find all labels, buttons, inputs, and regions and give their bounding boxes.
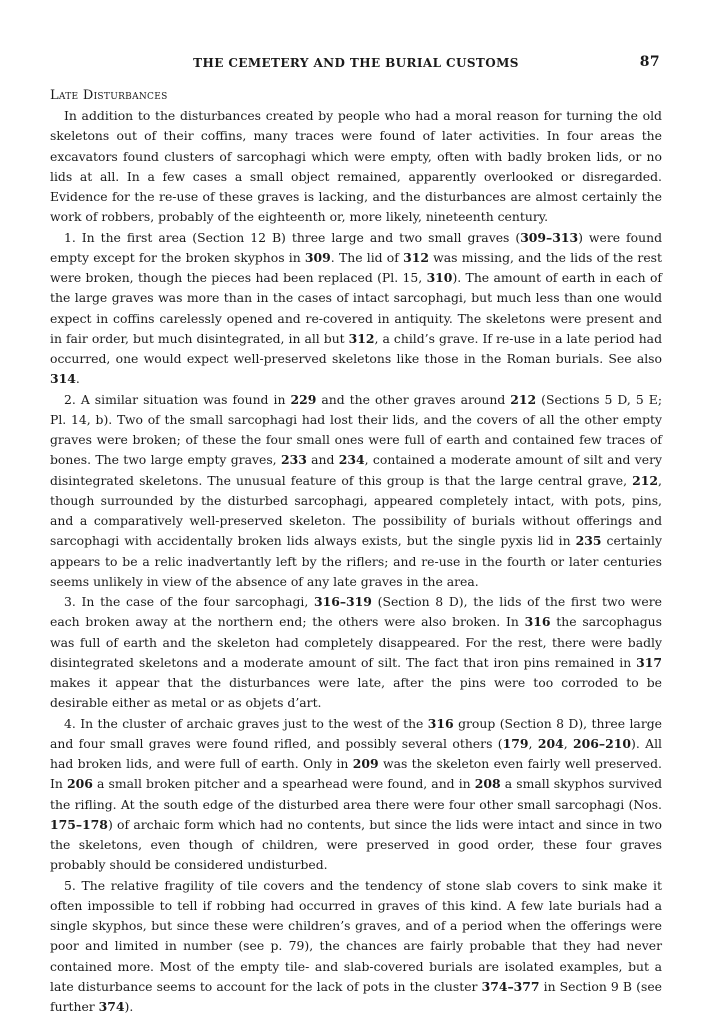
text-run: (Section 8 D), the lids of the first two were each broken away at the northern end; the others were also broken. In — [50, 594, 662, 630]
paragraph-area-5 — [50, 876, 662, 1018]
text-run: (Sections 5 D, 5 E; Pl. 14, b). Two of the small sarcophagi had lost their lids, and the covers of all the other empty graves were broken; of these the four small ones were full of earth and contained few traces of bones. The two large empty graves, — [50, 391, 662, 468]
paragraph-area-4 — [50, 714, 662, 876]
text-run: 2. A similar situation was found in — [64, 391, 291, 407]
grave-number: 179 — [502, 735, 529, 751]
text-run: In addition to the disturbances created by people who had a moral reason for turning the old skeletons out of their coffins, many traces were found of later activities. In four areas the excavators found clusters of sarcophagi which were empty, often with badly broken lids, or no lids at all. In a few cases a small object remained, apparently overlooked or disregarded. Evidence for the re-use of these graves is lacking, and the disturbances are almost certainly the work of robbers, probably of the eighteenth or, more likely, nineteenth century. — [50, 108, 662, 225]
grave-number: 212 — [632, 472, 659, 488]
grave-number: 309 — [304, 249, 331, 265]
text-run: , though surrounded by the disturbed sarcophagi, appeared completely intact, with pots, pins, and a comparatively well-preserved skeleton. The possibility of burials without offerings and sarcophagi with accidentally broken lids always exists, but the single pyxis lid in — [50, 472, 662, 549]
text-run: ). — [124, 999, 134, 1014]
section-heading: Late Disturbances — [50, 88, 168, 103]
text-run: , contained a moderate amount of silt and very disintegrated skeletons. The unusual feature of this group is that the large central grave, — [50, 452, 662, 488]
text-run: 4. In the cluster of archaic graves just to the west of the — [64, 715, 428, 731]
grave-number: 209 — [352, 756, 379, 771]
grave-number: 233 — [280, 452, 307, 468]
grave-number: 208 — [474, 776, 501, 792]
text-run: 3. In the case of the four sarcophagi, — [64, 594, 314, 609]
grave-number: 206–210 — [573, 735, 631, 751]
grave-number: 309–313 — [520, 229, 579, 245]
grave-number: 316 — [524, 614, 551, 630]
grave-number: 374–377 — [481, 978, 540, 994]
text-run: , — [528, 735, 538, 751]
running-title: THE CEMETERY AND THE BURIAL CUSTOMS — [193, 56, 519, 70]
text-run: certainly appears to be a relic inadvertantly left by the riflers; and re-use in the fourth or later centuries seems unlikely in view of the absence of any late graves in the area. — [50, 533, 663, 589]
text-run: . — [75, 371, 80, 387]
text-run: and the other graves around — [316, 391, 511, 407]
text-run: ) of archaic form which had no contents, but since the lids were intact and since in two the skeletons, even though of children, were preserved in good order, these four graves probably should be considered undisturbed. — [50, 816, 662, 873]
grave-number: 316 — [427, 715, 454, 731]
text-run: and — [306, 452, 339, 468]
grave-number: 316–319 — [314, 594, 372, 609]
text-run: . The lid of — [330, 249, 404, 265]
text-run: the sarcophagus was full of earth and the skeleton had completely disappeared. For the rest, there were badly disintegrated skeletons and a moderate amount of silt. The fact that iron pins remained in — [50, 614, 662, 670]
grave-number: 229 — [290, 391, 317, 407]
text-run: group (Section 8 D), three large and four small graves were found rifled, and possibly several others ( — [50, 715, 663, 751]
grave-number: 175–178 — [50, 816, 108, 832]
grave-number: 206 — [67, 776, 93, 792]
grave-number: 314 — [50, 371, 76, 387]
text-run: , — [563, 735, 574, 751]
book-page — [50, 52, 662, 1017]
text-run: a small skyphos survived the rifling. At the south edge of the disturbed area there were four other small sarcophagi (Nos. — [50, 776, 662, 812]
grave-number: 212 — [510, 391, 537, 407]
text-run: was the skeleton even fairly well preserved. In — [50, 756, 662, 792]
text-run: 1. In the first area (Section 12 B) three large and two small graves ( — [64, 229, 521, 245]
text-run: was missing, and the lids of the rest were broken, though the pieces had been replaced (Pl. 15, — [50, 249, 662, 285]
grave-number: 317 — [636, 654, 662, 670]
paragraph-area-2 — [50, 390, 662, 593]
text-run: a small broken pitcher and a spearhead were found, and in — [92, 776, 475, 792]
paragraph-area-1 — [50, 228, 662, 390]
grave-number: 374 — [98, 999, 125, 1014]
running-head — [50, 52, 662, 72]
text-run: ) were found empty except for the broken skyphos in — [50, 229, 662, 265]
text-run: ). The amount of earth in each of the large graves was more than in the cases of intact sarcophagi, but much less than one would expect in coffins carelessly opened and re-covered in antiquity. The skeletons were present and in fair order, but much disintegrated, in all but — [50, 270, 663, 346]
text-run: ). All had broken lids, and were full of earth. Only in — [50, 735, 663, 771]
body-text — [50, 106, 662, 1017]
grave-number: 310 — [426, 270, 453, 285]
text-run: in Section 9 B (see further — [50, 978, 662, 1014]
paragraph-intro — [50, 106, 662, 228]
grave-number: 312 — [403, 249, 429, 265]
grave-number: 204 — [537, 735, 564, 751]
text-run: makes it appear that the disturbances were late, after the pins were too corroded to be desirable either as metal or as objets d’art. — [50, 675, 662, 711]
page-number: 87 — [639, 54, 660, 70]
grave-number: 234 — [338, 452, 365, 468]
text-run: , a child’s grave. If re-use in a late period had occurred, one would expect well-preserved skeletons like those in the Roman burials. See also — [50, 330, 662, 366]
grave-number: 312 — [348, 330, 375, 346]
text-run: 5. The relative fragility of tile covers and the tendency of stone slab covers to sink make it often impossible to tell if robbing had occurred in graves of this kind. A few late burials had a single skyphos, but since these were children’s graves, and of a period when the offerings were poor and limited in number (see p. 79), the chances are fairly probable that they had never contained more. Most of the empty tile- and slab-covered burials are isolated examples, but a late disturbance seems to account for the lack of pots in the cluster — [50, 877, 662, 994]
paragraph-area-3 — [50, 592, 662, 714]
grave-number: 235 — [575, 533, 602, 549]
